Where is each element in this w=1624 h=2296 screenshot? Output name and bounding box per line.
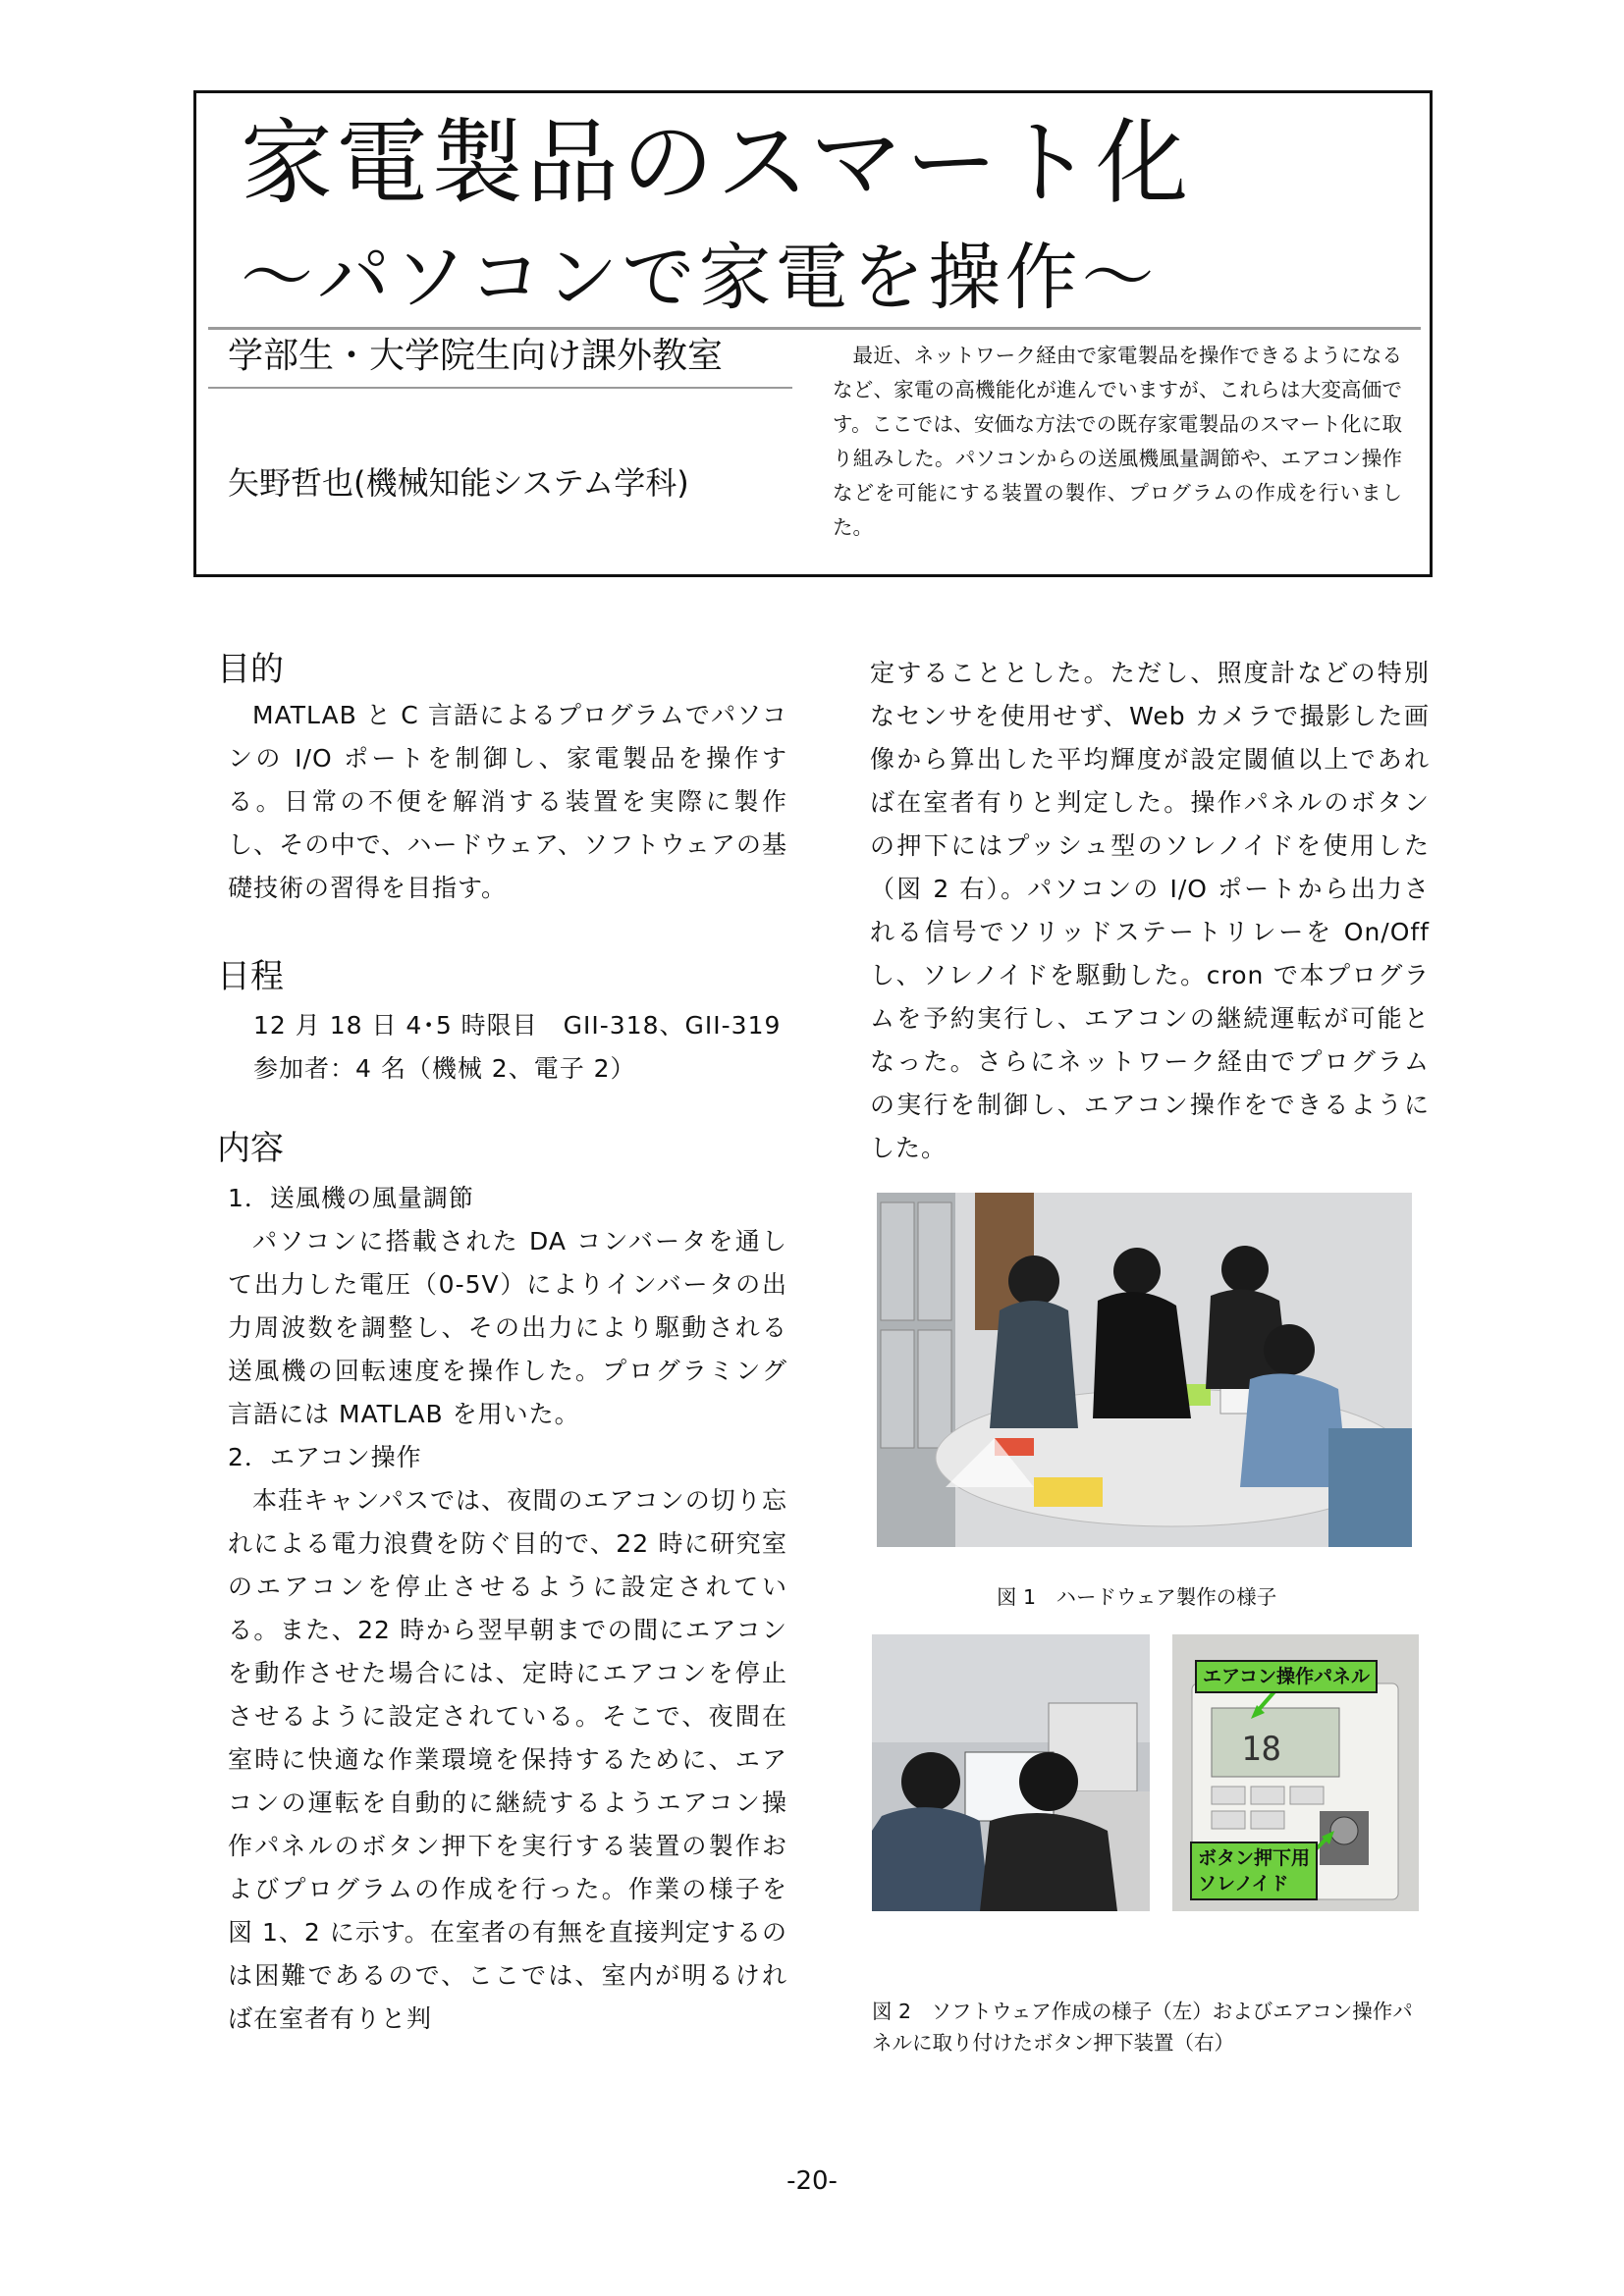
callout-solenoid-line1: ボタン押下用 <box>1198 1847 1311 1869</box>
page-title: 家電製品のスマート化 <box>241 110 1192 217</box>
category-label: 学部生・大学院生向け課外教室 <box>228 336 724 376</box>
callout-solenoid <box>1190 1842 1318 1900</box>
figure1-photo <box>877 1193 1412 1547</box>
schedule-date: 12 月 18 日 4･5 時限目 GII-318、GII-319 <box>253 1011 782 1040</box>
software-scene-illustration <box>872 1634 1150 1911</box>
page-number: -20- <box>786 2166 838 2196</box>
figure2-caption: 図 2 ソフトウェア作成の様子（左）およびエアコン操作パネルに取り付けたボタン押下装置（右） <box>872 2000 1413 2055</box>
schedule-participants: 参加者：4 名（機械 2、電子 2） <box>253 1054 636 1083</box>
abstract: 最近、ネットワーク経由で家電製品を操作できるようになるなど、家電の高機能化が進んでいますが、これらは大変高価です。ここでは、安価な方法での既存家電製品のスマート化に取り組みした。パソコンからの送風機風量調節や、エアコン操作などを可能にする装置の製作、プログラムの作成を行いました。 <box>833 344 1402 539</box>
title-divider <box>208 327 1421 330</box>
callout-aircon-panel: エアコン操作パネル <box>1195 1660 1378 1693</box>
heading-purpose: 目的 <box>217 650 284 689</box>
item1-title: 1．送風機の風量調節 <box>228 1184 474 1212</box>
item2-title: 2．エアコン操作 <box>228 1443 422 1471</box>
category-divider <box>208 387 792 389</box>
figure2-left-photo <box>872 1634 1150 1911</box>
workshop-scene-illustration <box>877 1193 1412 1547</box>
author-line: 矢野哲也(機械知能システム学科) <box>228 464 689 502</box>
item2-text: 本荘キャンパスでは、夜間のエアコンの切り忘れによる電力浪費を防ぐ目的で、22 時に研究室のエアコンを停止させるように設定されている。また、22 時から翌早朝までの間にエアコンを動作させた場合には、定時にエアコンを停止させるように設定されている。そこで、夜間在室時に快適な作業環境を保持するために、エアコンの運転を自動的に継続するようエアコン操作パネルのボタン押下を実行する装置の製作およびプログラムの作成を行った。作業の様子を図 1、2 に示す。在室者の有無を直接判定するのは困難であるので、ここでは、室内が明るければ在室者有りと判 <box>228 1486 787 2033</box>
heading-content: 内容 <box>217 1129 284 1168</box>
page-subtitle: ～パソコンで家電を操作～ <box>241 236 1159 320</box>
panel-display-readout: 18 <box>1241 1730 1281 1769</box>
callout-solenoid-line2: ソレノイド <box>1198 1873 1289 1895</box>
item1-text: パソコンに搭載された DA コンバータを通して出力した電圧（0-5V）によりインバータの出力周波数を調整し、その出力により駆動される送風機の回転速度を操作した。プログラミング言語には MATLAB を用いた。 <box>228 1227 787 1428</box>
figure1-caption: 図 1 ハードウェア製作の様子 <box>997 1585 1277 1609</box>
right-column-text: 定することとした。ただし、照度計などの特別なセンサを使用せず、Web カメラで撮影した画像から算出した平均輝度が設定閾値以上であれば在室者有りと判定した。操作パネルのボタンの押下にはプッシュ型のソレノイドを使用した（図 2 右）。パソコンの I/O ポートから出力される信号でソリッドステートリレーを On/Off し、ソレノイドを駆動した。cron で本プログラムを予約実行し、エアコンの継続運転が可能となった。さらにネットワーク経由でプログラムの実行を制御し、エアコン操作をできるようにした。 <box>870 659 1430 1162</box>
purpose-text: MATLAB と C 言語によるプログラムでパソコンの I/O ポートを制御し、家電製品を操作する。日常の不便を解消する装置を実際に製作し、その中で、ハードウェア、ソフトウェアの基礎技術の習得を目指す。 <box>228 701 787 902</box>
heading-schedule: 日程 <box>217 957 284 996</box>
